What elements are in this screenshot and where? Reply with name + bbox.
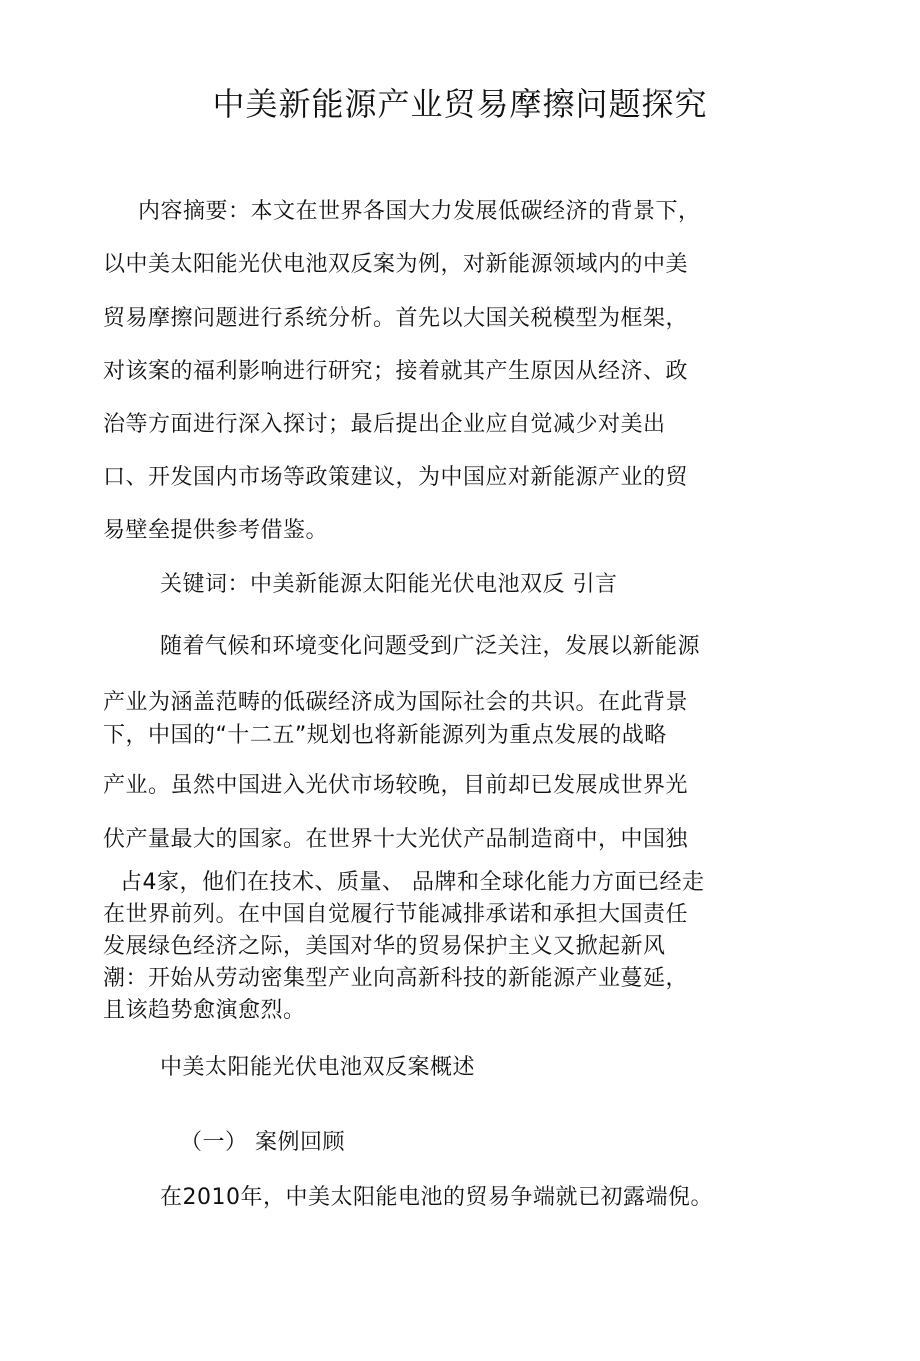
subsection-heading: （一） 案例回顾 [180, 1130, 345, 1155]
abstract-line: 内容摘要：本文在世界各国大力发展低碳经济的背景下， [138, 199, 701, 224]
intro-line: 在世界前列。在中国自觉履行节能减排承诺和承担大国责任 [103, 902, 689, 927]
abstract-line: 对该案的福利影响进行研究；接着就其产生原因从经济、政 [103, 359, 689, 384]
intro-line: 产业。虽然中国进入光伏市场较晚，目前却已发展成世界光 [103, 773, 689, 798]
intro-line: 伏产量最大的国家。在世界十大光伏产品制造商中，中国独 [103, 827, 689, 852]
abstract-line: 口、开发国内市场等政策建议，为中国应对新能源产业的贸 [103, 465, 689, 490]
abstract-line: 治等方面进行深入探讨；最后提出企业应自觉减少对美出 [103, 412, 666, 437]
abstract-line: 贸易摩擦问题进行系统分析。首先以大国关税模型为框架， [103, 306, 689, 331]
body-line: 在2010年，中美太阳能电池的贸易争端就已初露端倪。 [160, 1185, 713, 1210]
intro-line: 且该趋势愈演愈烈。 [103, 998, 306, 1023]
document-title: 中美新能源产业贸易摩擦问题探究 [212, 85, 708, 123]
abstract-line: 易壁垒提供参考借鉴。 [103, 518, 329, 543]
intro-line: 产业为涵盖范畴的低碳经济成为国际社会的共识。在此背景 [103, 690, 689, 715]
keywords-line: 关键词：中美新能源太阳能光伏电池双反 引言 [160, 572, 618, 597]
abstract-line: 以中美太阳能光伏电池双反案为例，对新能源领域内的中美 [103, 252, 689, 277]
intro-line: 潮：开始从劳动密集型产业向高新科技的新能源产业蔓延， [103, 966, 689, 991]
intro-line: 下，中国的“十二五”规划也将新能源列为重点发展的战略 [103, 723, 667, 748]
intro-line: 占4家，他们在技术、质量、 品牌和全球化能力方面已经走 [120, 870, 705, 895]
intro-line: 发展绿色经济之际，美国对华的贸易保护主义又掀起新风 [103, 934, 666, 959]
intro-line: 随着气候和环境变化问题受到广泛关注，发展以新能源 [160, 634, 701, 659]
section-heading: 中美太阳能光伏电池双反案概述 [160, 1055, 476, 1080]
